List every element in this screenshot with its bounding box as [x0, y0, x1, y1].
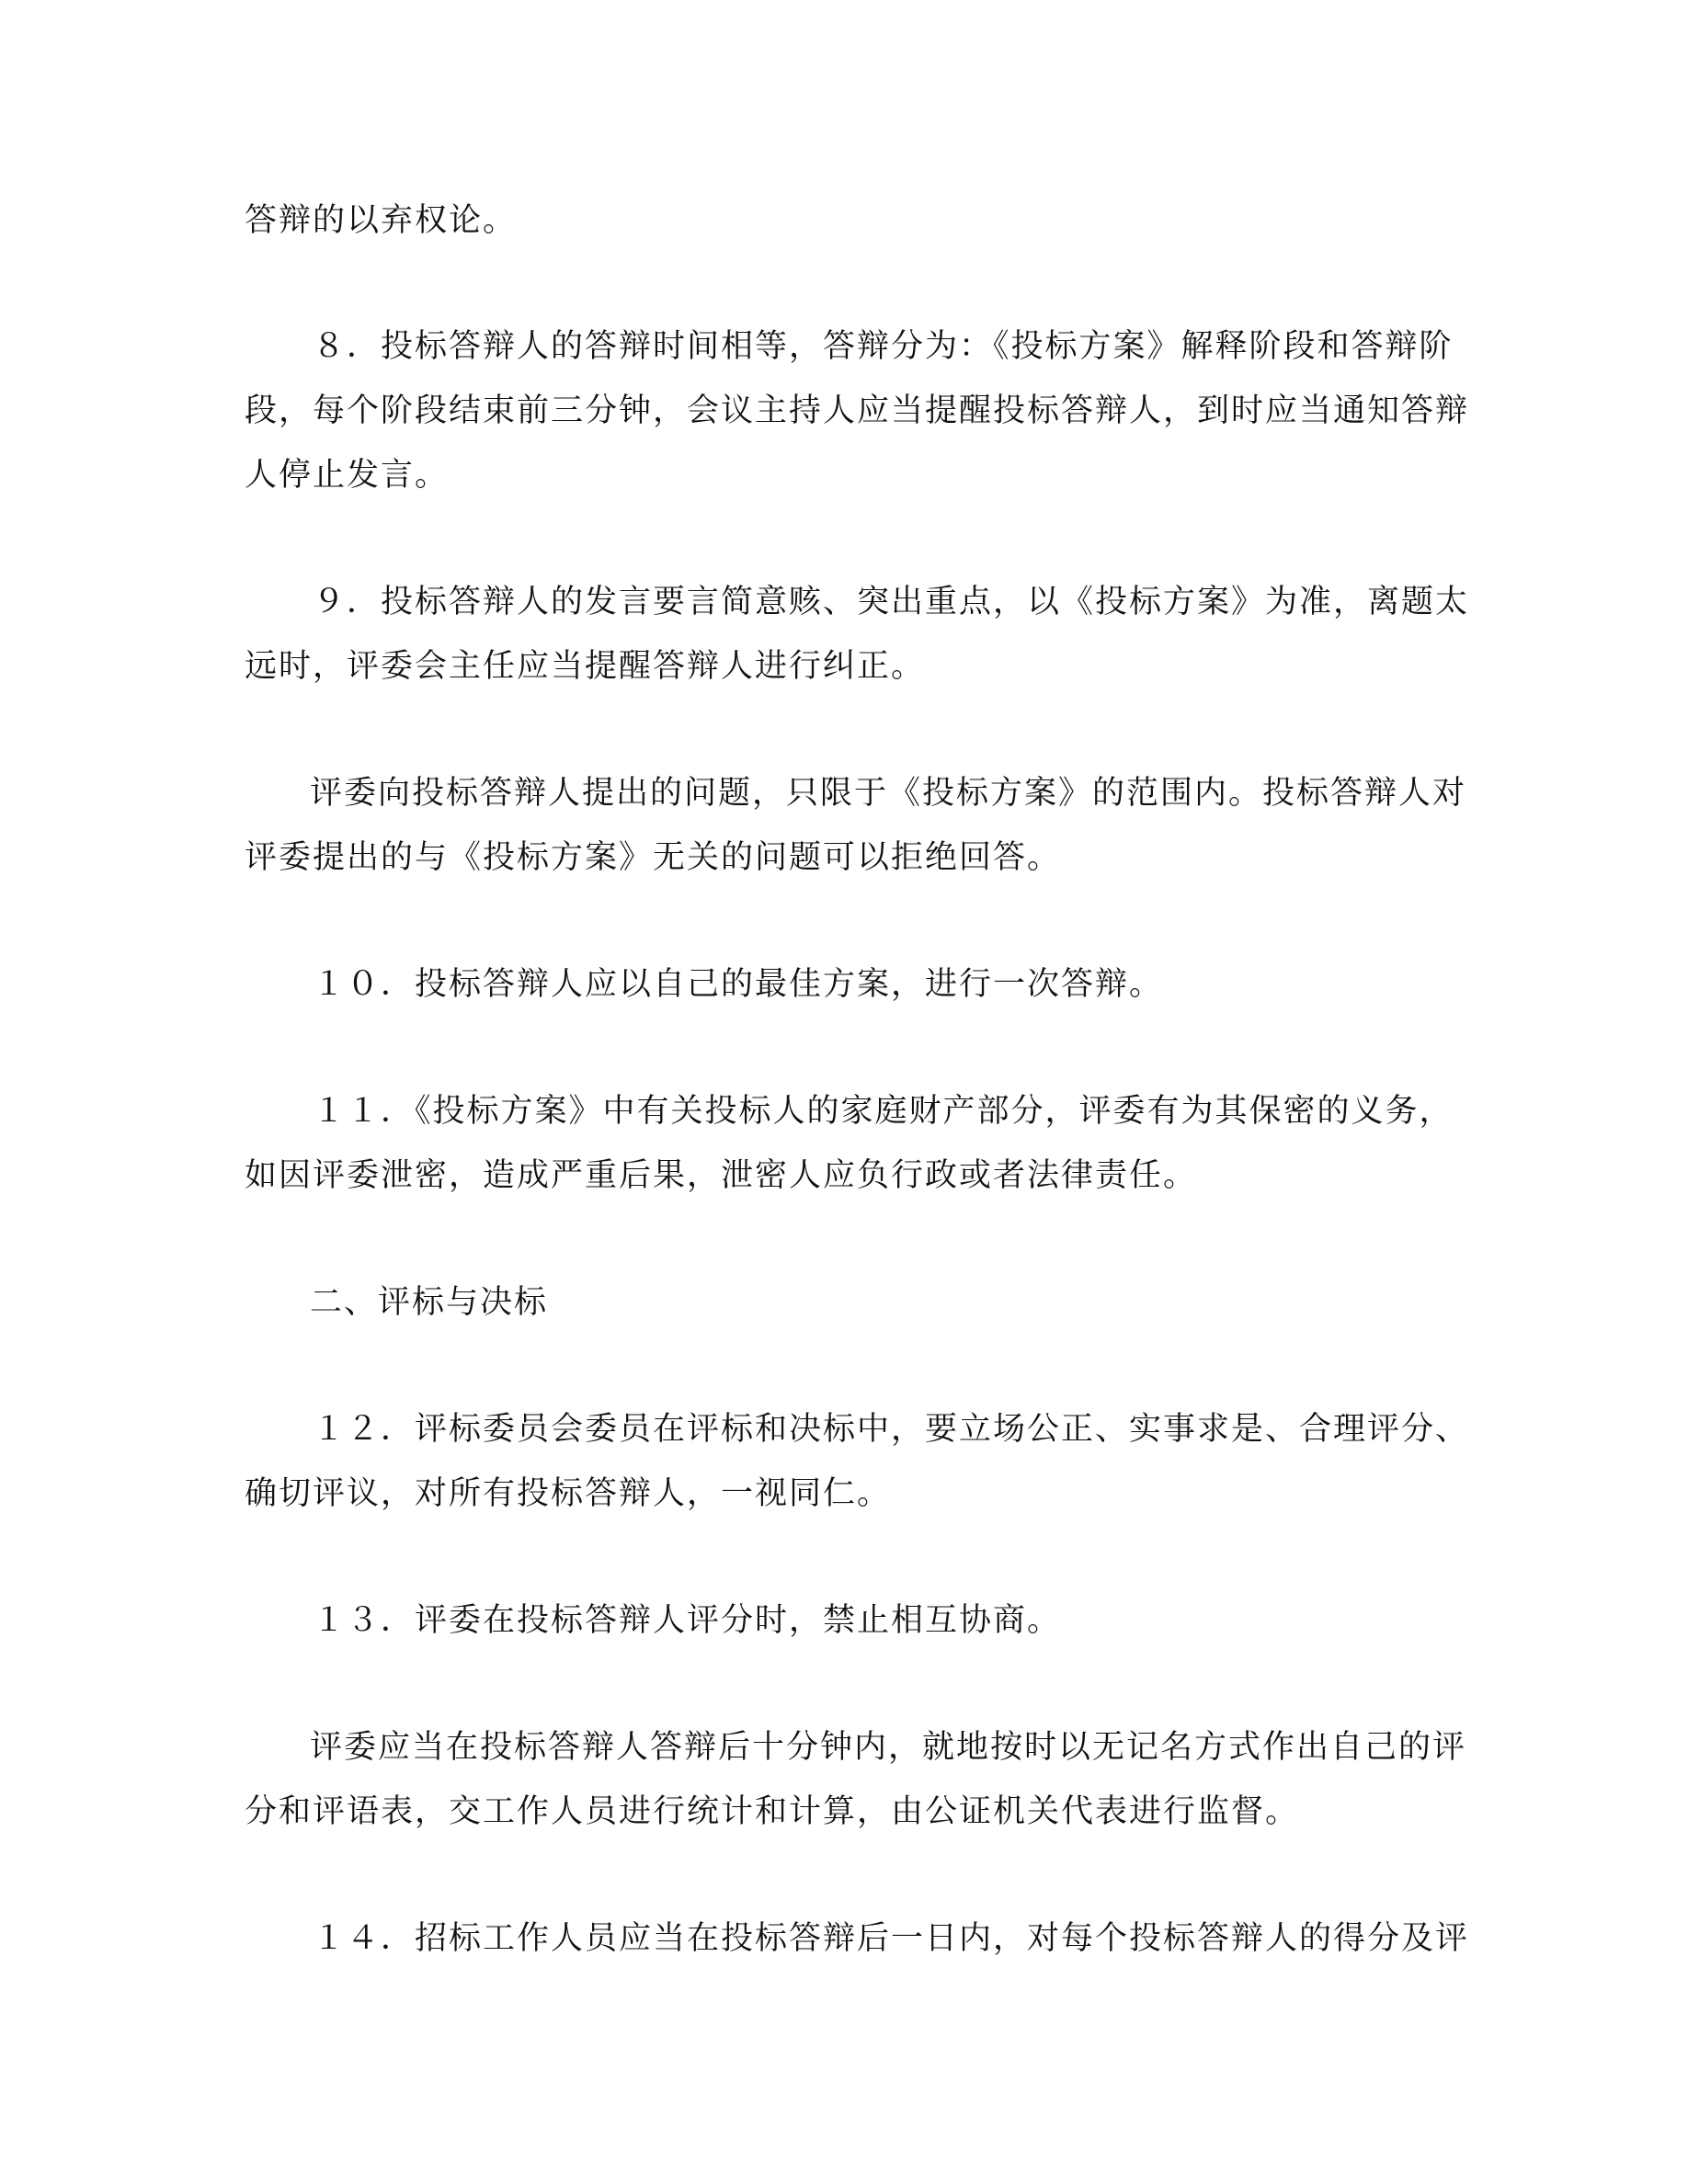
text-line: 人停止发言。 — [245, 457, 450, 494]
section-heading: 二、评标与决标 — [310, 1284, 549, 1321]
text-line: １４．招标工作人员应当在投标答辩后一日内，对每个投标答辩人的得分及评 — [313, 1920, 1470, 1957]
text-line: ９．投标答辩人的发言要言简意赅、突出重点，以《投标方案》为准，离题太 — [313, 584, 1470, 620]
text-line: ８．投标答辩人的答辩时间相等，答辩分为：《投标方案》解释阶段和答辩阶 — [313, 328, 1454, 365]
text-line: 评委提出的与《投标方案》无关的问题可以拒绝回答。 — [245, 839, 1062, 876]
text-line: 远时，评委会主任应当提醒答辩人进行纠正。 — [245, 648, 926, 685]
text-line: 确切评议，对所有投标答辩人，一视同仁。 — [245, 1475, 892, 1512]
text-line: 答辩的以弃权论。 — [245, 202, 518, 239]
text-line: １１．《投标方案》中有关投标人的家庭财产部分，评委有为其保密的义务， — [313, 1093, 1454, 1130]
text-line: 评委应当在投标答辩人答辩后十分钟内，就地按时以无记名方式作出自己的评 — [310, 1729, 1467, 1766]
text-line: 评委向投标答辩人提出的问题，只限于《投标方案》的范围内。投标答辩人对 — [310, 775, 1467, 812]
text-line: １０．投标答辩人应以自己的最佳方案，进行一次答辩。 — [313, 966, 1164, 1003]
text-line: １２．评标委员会委员在评标和决标中，要立场公正、实事求是、合理评分、 — [313, 1411, 1470, 1448]
text-line: 如因评委泄密，造成严重后果，泄密人应负行政或者法律责任。 — [245, 1157, 1198, 1194]
text-line: １３．评委在投标答辩人评分时，禁止相互协商。 — [313, 1602, 1062, 1639]
text-line: 段，每个阶段结束前三分钟，会议主持人应当提醒投标答辩人，到时应当通知答辩 — [245, 392, 1470, 429]
text-line: 分和评语表，交工作人员进行统计和计算，由公证机关代表进行监督。 — [245, 1793, 1300, 1830]
